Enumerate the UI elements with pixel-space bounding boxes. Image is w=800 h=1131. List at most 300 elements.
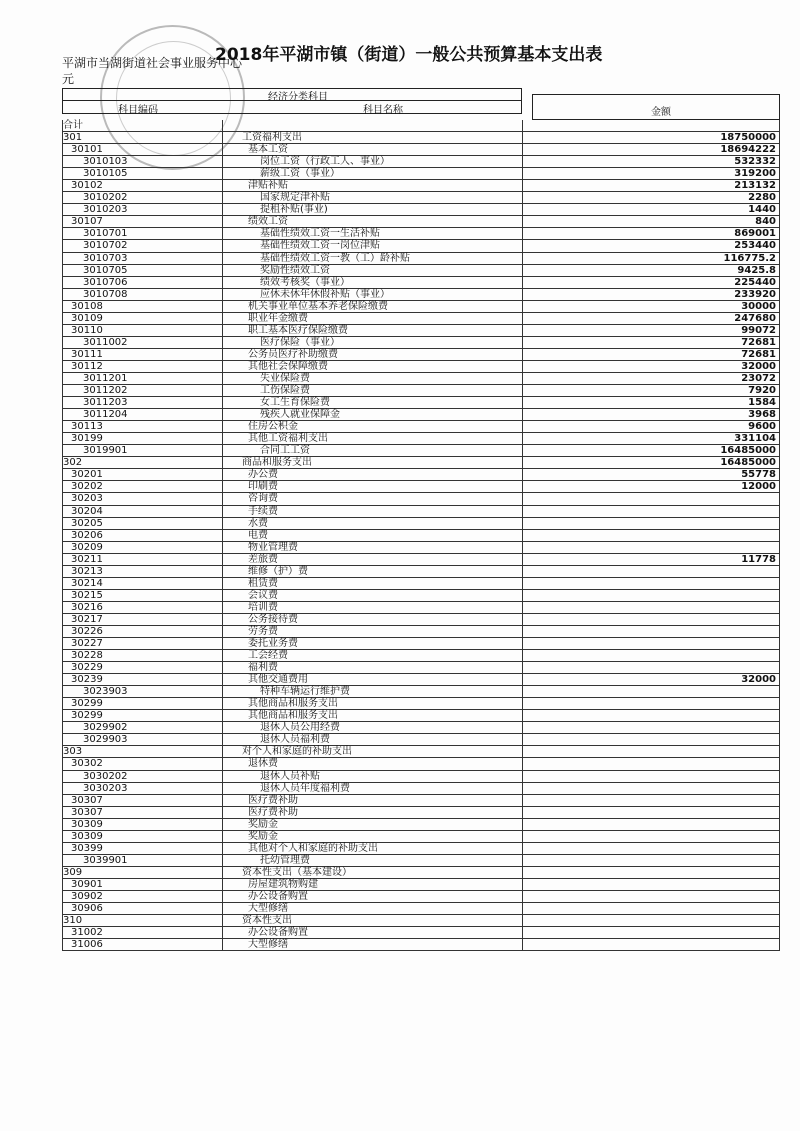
table-left-border <box>62 409 63 421</box>
table-left-border <box>62 530 63 542</box>
table-left-border <box>62 481 63 493</box>
table-row <box>62 758 780 770</box>
table-right-border <box>779 216 780 228</box>
row-code: 3010703 <box>83 252 128 264</box>
table-row <box>62 240 780 252</box>
column-divider <box>222 590 223 602</box>
column-divider <box>522 626 523 638</box>
column-divider <box>222 409 223 421</box>
table-right-border <box>779 590 780 602</box>
row-name: 办公设备购置 <box>248 927 308 939</box>
table-right-border <box>779 602 780 614</box>
row-name: 资本性支出（基本建设） <box>242 866 352 878</box>
column-divider <box>522 180 523 192</box>
table-row <box>62 915 780 927</box>
table-right-border <box>779 662 780 674</box>
column-divider <box>522 313 523 325</box>
row-code: 合计 <box>63 120 83 131</box>
column-header-amount: 金额 <box>651 107 671 118</box>
row-amount: 253440 <box>734 240 776 252</box>
column-divider <box>222 530 223 542</box>
row-name: 手续费 <box>248 505 278 517</box>
table-row <box>62 819 780 831</box>
row-code: 30307 <box>71 806 103 818</box>
table-right-border <box>779 168 780 180</box>
row-code: 31006 <box>71 939 103 951</box>
column-divider <box>522 758 523 770</box>
row-code: 3011204 <box>83 409 128 421</box>
column-divider <box>522 506 523 518</box>
row-code: 30205 <box>71 517 103 529</box>
table-row <box>62 542 780 554</box>
column-divider <box>222 180 223 192</box>
row-amount: 3968 <box>748 409 776 421</box>
row-name: 基础性绩效工资一岗位津贴 <box>260 240 380 252</box>
row-amount: 116775.2 <box>723 252 776 264</box>
row-name: 福利费 <box>248 662 278 674</box>
row-amount: 16485000 <box>720 457 776 469</box>
column-divider <box>222 554 223 566</box>
row-code: 30216 <box>71 601 103 613</box>
table-right-border <box>779 530 780 542</box>
table-left-border <box>62 120 63 132</box>
table-left-border <box>62 722 63 734</box>
table-left-border <box>62 903 63 915</box>
table-left-border <box>62 795 63 807</box>
column-divider <box>522 927 523 939</box>
column-divider <box>222 867 223 879</box>
column-divider <box>522 168 523 180</box>
column-divider <box>222 927 223 939</box>
row-code: 30299 <box>71 710 103 722</box>
table-left-border <box>62 253 63 265</box>
table-row <box>62 602 780 614</box>
column-divider <box>222 819 223 831</box>
table-left-border <box>62 265 63 277</box>
column-divider <box>522 373 523 385</box>
table-row <box>62 746 780 758</box>
column-divider <box>522 433 523 445</box>
row-amount: 9600 <box>748 421 776 433</box>
table-right-border <box>779 614 780 626</box>
column-divider <box>222 518 223 530</box>
row-name: 电费 <box>248 529 268 541</box>
table-right-border <box>779 349 780 361</box>
column-divider <box>522 915 523 927</box>
table-row <box>62 710 780 722</box>
table-right-border <box>779 192 780 204</box>
table-right-border <box>779 228 780 240</box>
row-amount: 18694222 <box>720 144 776 156</box>
column-divider <box>222 855 223 867</box>
row-code: 30228 <box>71 650 103 662</box>
table-left-border <box>62 831 63 843</box>
column-divider <box>522 602 523 614</box>
seal-text <box>132 31 221 44</box>
row-code: 3010203 <box>83 204 128 216</box>
table-right-border <box>779 144 780 156</box>
row-code: 30302 <box>71 758 103 770</box>
row-name: 租赁费 <box>248 577 278 589</box>
table-row <box>62 506 780 518</box>
row-code: 3039901 <box>83 854 128 866</box>
row-amount: 247680 <box>734 312 776 324</box>
column-divider <box>522 289 523 301</box>
column-divider <box>222 493 223 505</box>
column-divider <box>222 457 223 469</box>
table-left-border <box>62 361 63 373</box>
column-divider <box>522 686 523 698</box>
row-amount: 32000 <box>741 674 776 686</box>
table-row <box>62 289 780 301</box>
table-row <box>62 313 780 325</box>
table-row <box>62 120 780 132</box>
column-divider <box>522 337 523 349</box>
column-divider <box>522 855 523 867</box>
column-divider <box>222 301 223 313</box>
column-divider <box>522 819 523 831</box>
table-left-border <box>62 819 63 831</box>
column-divider <box>222 566 223 578</box>
column-divider <box>222 722 223 734</box>
table-left-border <box>62 927 63 939</box>
column-divider <box>222 228 223 240</box>
group-header-label: 经济分类科目 <box>268 92 328 103</box>
column-divider <box>522 481 523 493</box>
table-left-border <box>62 168 63 180</box>
column-divider <box>522 638 523 650</box>
column-divider <box>522 831 523 843</box>
table-row <box>62 156 780 168</box>
row-code: 3010701 <box>83 228 128 240</box>
table-row <box>62 445 780 457</box>
row-code: 3030203 <box>83 782 128 794</box>
table-row <box>62 132 780 144</box>
column-divider <box>522 698 523 710</box>
column-divider <box>222 903 223 915</box>
row-name: 退休人员年度福利费 <box>260 782 350 794</box>
column-divider <box>522 843 523 855</box>
row-amount: 11778 <box>741 553 776 565</box>
row-code: 30209 <box>71 541 103 553</box>
row-code: 30902 <box>71 891 103 902</box>
table-right-border <box>779 337 780 349</box>
row-code: 30214 <box>71 577 103 589</box>
table-left-border <box>62 156 63 168</box>
row-code: 3010202 <box>83 192 128 204</box>
column-divider <box>222 289 223 301</box>
column-divider <box>222 144 223 156</box>
table-right-border <box>779 421 780 433</box>
table-left-border <box>62 204 63 216</box>
row-amount: 532332 <box>734 156 776 168</box>
row-amount: 1440 <box>748 204 776 216</box>
row-name: 薪级工资（事业） <box>260 168 340 180</box>
table-left-border <box>62 240 63 252</box>
row-name: 对个人和家庭的补助支出 <box>242 746 352 758</box>
column-divider <box>222 265 223 277</box>
row-name: 提租补贴(事业) <box>260 204 328 216</box>
row-code: 30309 <box>71 830 103 842</box>
row-name: 工资福利支出 <box>242 132 302 144</box>
table-row <box>62 385 780 397</box>
table-row <box>62 469 780 481</box>
row-name: 咨询费 <box>248 493 278 505</box>
table-row <box>62 662 780 674</box>
column-divider <box>222 831 223 843</box>
column-divider <box>222 433 223 445</box>
column-divider <box>522 385 523 397</box>
row-name: 奖励金 <box>248 818 278 830</box>
table-row <box>62 566 780 578</box>
table-left-border <box>62 686 63 698</box>
table-right-border <box>779 445 780 457</box>
row-name: 水费 <box>248 517 268 529</box>
column-divider <box>222 686 223 698</box>
table-right-border <box>779 650 780 662</box>
row-name: 残疾人就业保障金 <box>260 409 340 421</box>
table-right-border <box>779 156 780 168</box>
table-right-border <box>779 132 780 144</box>
table-left-border <box>62 192 63 204</box>
row-name: 国家规定津补贴 <box>260 192 330 204</box>
table-row <box>62 192 780 204</box>
row-name: 津贴补贴 <box>248 180 288 192</box>
row-amount: 18750000 <box>720 132 776 144</box>
unit-name: 平湖市当湖街道社会事业服务中心 <box>62 56 243 70</box>
table-row <box>62 614 780 626</box>
row-code: 30107 <box>71 216 103 228</box>
table-row <box>62 879 780 891</box>
row-name: 会议费 <box>248 589 278 601</box>
row-name: 医疗保险（事业） <box>260 336 340 348</box>
column-divider <box>522 566 523 578</box>
table-row <box>62 457 780 469</box>
table-right-border <box>779 409 780 421</box>
row-code: 30102 <box>71 180 103 192</box>
row-name: 基本工资 <box>248 144 288 156</box>
table-row <box>62 722 780 734</box>
table-left-border <box>62 542 63 554</box>
column-divider <box>222 746 223 758</box>
column-divider <box>222 915 223 927</box>
column-divider <box>522 253 523 265</box>
table-right-border <box>779 313 780 325</box>
table-left-border <box>62 313 63 325</box>
table-left-border <box>62 445 63 457</box>
row-amount: 1584 <box>748 397 776 409</box>
row-code: 30204 <box>71 505 103 517</box>
table-right-border <box>779 433 780 445</box>
column-divider <box>522 939 523 951</box>
row-code: 30399 <box>71 842 103 854</box>
table-left-border <box>62 855 63 867</box>
table-right-border <box>779 120 780 132</box>
column-divider <box>522 710 523 722</box>
row-amount: 2280 <box>748 192 776 204</box>
table-right-border <box>779 578 780 590</box>
table-left-border <box>62 867 63 879</box>
table-row <box>62 361 780 373</box>
row-code: 30229 <box>71 662 103 674</box>
table-left-border <box>62 843 63 855</box>
column-divider <box>222 349 223 361</box>
table-right-border <box>779 807 780 819</box>
row-name: 大型修缮 <box>248 939 288 951</box>
row-code: 3011201 <box>83 372 128 384</box>
table-right-border <box>779 746 780 758</box>
row-name: 职工基本医疗保险缴费 <box>248 324 348 336</box>
table-row <box>62 590 780 602</box>
table-right-border <box>779 867 780 879</box>
table-left-border <box>62 144 63 156</box>
table-right-border <box>779 457 780 469</box>
row-name: 工会经费 <box>248 650 288 662</box>
column-divider <box>522 518 523 530</box>
row-name: 资本性支出 <box>242 915 292 927</box>
table-row <box>62 638 780 650</box>
row-name: 退休人员公用经费 <box>260 722 340 734</box>
table-right-border <box>779 891 780 903</box>
table-right-border <box>779 277 780 289</box>
column-divider <box>522 120 523 132</box>
table-right-border <box>779 518 780 530</box>
table-row <box>62 903 780 915</box>
column-divider <box>522 614 523 626</box>
currency-label: 元 <box>62 72 75 86</box>
column-divider <box>522 144 523 156</box>
row-code: 303 <box>63 746 83 758</box>
column-divider <box>222 650 223 662</box>
column-divider <box>222 277 223 289</box>
row-amount: 23072 <box>741 372 776 384</box>
row-code: 3010706 <box>83 276 128 288</box>
row-code: 30201 <box>71 469 103 481</box>
table-row <box>62 216 780 228</box>
row-name: 机关事业单位基本养老保险缴费 <box>248 300 388 312</box>
row-amount: 72681 <box>741 336 776 348</box>
column-divider <box>522 795 523 807</box>
table-right-border <box>779 397 780 409</box>
table-left-border <box>62 433 63 445</box>
table-row <box>62 481 780 493</box>
row-amount: 840 <box>755 216 776 228</box>
column-divider <box>522 879 523 891</box>
row-amount: 331104 <box>734 433 776 445</box>
row-name: 委托业务费 <box>248 638 298 650</box>
row-code: 30113 <box>71 421 103 433</box>
table-left-border <box>62 373 63 385</box>
table-right-border <box>779 373 780 385</box>
column-divider <box>522 325 523 337</box>
column-divider <box>222 132 223 144</box>
table-right-border <box>779 253 780 265</box>
column-header-code: 科目编码 <box>118 105 158 116</box>
row-name: 特种车辆运行维护费 <box>260 686 350 698</box>
row-name: 女工生育保险费 <box>260 397 330 409</box>
row-code: 30112 <box>71 360 103 372</box>
table-row <box>62 795 780 807</box>
row-name: 绩效工资 <box>248 216 288 228</box>
row-code: 3023903 <box>83 686 128 698</box>
column-divider <box>522 722 523 734</box>
row-amount: 72681 <box>741 348 776 360</box>
table-left-border <box>62 807 63 819</box>
column-divider <box>522 265 523 277</box>
table-row <box>62 168 780 180</box>
row-name: 维修（护）费 <box>248 565 308 577</box>
column-divider <box>522 349 523 361</box>
row-code: 30101 <box>71 144 103 156</box>
row-amount: 319200 <box>734 168 776 180</box>
table-row <box>62 807 780 819</box>
table-right-border <box>779 385 780 397</box>
row-code: 30307 <box>71 794 103 806</box>
table-left-border <box>62 915 63 927</box>
column-divider <box>222 710 223 722</box>
column-divider <box>522 578 523 590</box>
table-left-border <box>62 132 63 144</box>
table-row <box>62 265 780 277</box>
column-divider <box>222 807 223 819</box>
table-row <box>62 349 780 361</box>
table-left-border <box>62 518 63 530</box>
row-name: 公务员医疗补助缴费 <box>248 348 338 360</box>
table-row <box>62 831 780 843</box>
column-divider <box>222 758 223 770</box>
table-row <box>62 277 780 289</box>
column-divider <box>522 807 523 819</box>
row-name: 其他社会保障缴费 <box>248 360 328 372</box>
column-divider <box>222 939 223 951</box>
row-code: 30906 <box>71 903 103 915</box>
table-row <box>62 397 780 409</box>
table-row <box>62 626 780 638</box>
column-header-amount-cell <box>532 94 780 120</box>
column-divider <box>222 843 223 855</box>
column-divider <box>522 891 523 903</box>
row-amount: 869001 <box>734 228 776 240</box>
row-name: 岗位工资（行政工人、事业） <box>260 156 390 168</box>
table-right-border <box>779 783 780 795</box>
row-name: 应休未休年休假补贴（事业） <box>260 288 390 300</box>
column-divider <box>222 698 223 710</box>
row-name: 其他商品和服务支出 <box>248 698 338 710</box>
table-left-border <box>62 337 63 349</box>
table-row <box>62 518 780 530</box>
row-code: 310 <box>63 915 83 927</box>
column-divider <box>522 277 523 289</box>
row-amount: 32000 <box>741 360 776 372</box>
row-code: 30309 <box>71 818 103 830</box>
row-code: 302 <box>63 457 83 469</box>
row-code: 3010702 <box>83 240 128 252</box>
row-code: 30110 <box>71 324 103 336</box>
table-left-border <box>62 710 63 722</box>
column-divider <box>522 771 523 783</box>
column-divider <box>522 650 523 662</box>
table-right-border <box>779 843 780 855</box>
row-name: 印刷费 <box>248 481 278 493</box>
table-right-border <box>779 734 780 746</box>
table-left-border <box>62 457 63 469</box>
column-divider <box>222 638 223 650</box>
table-left-border <box>62 228 63 240</box>
column-divider <box>222 337 223 349</box>
column-divider <box>222 397 223 409</box>
table-right-border <box>779 819 780 831</box>
table-left-border <box>62 578 63 590</box>
